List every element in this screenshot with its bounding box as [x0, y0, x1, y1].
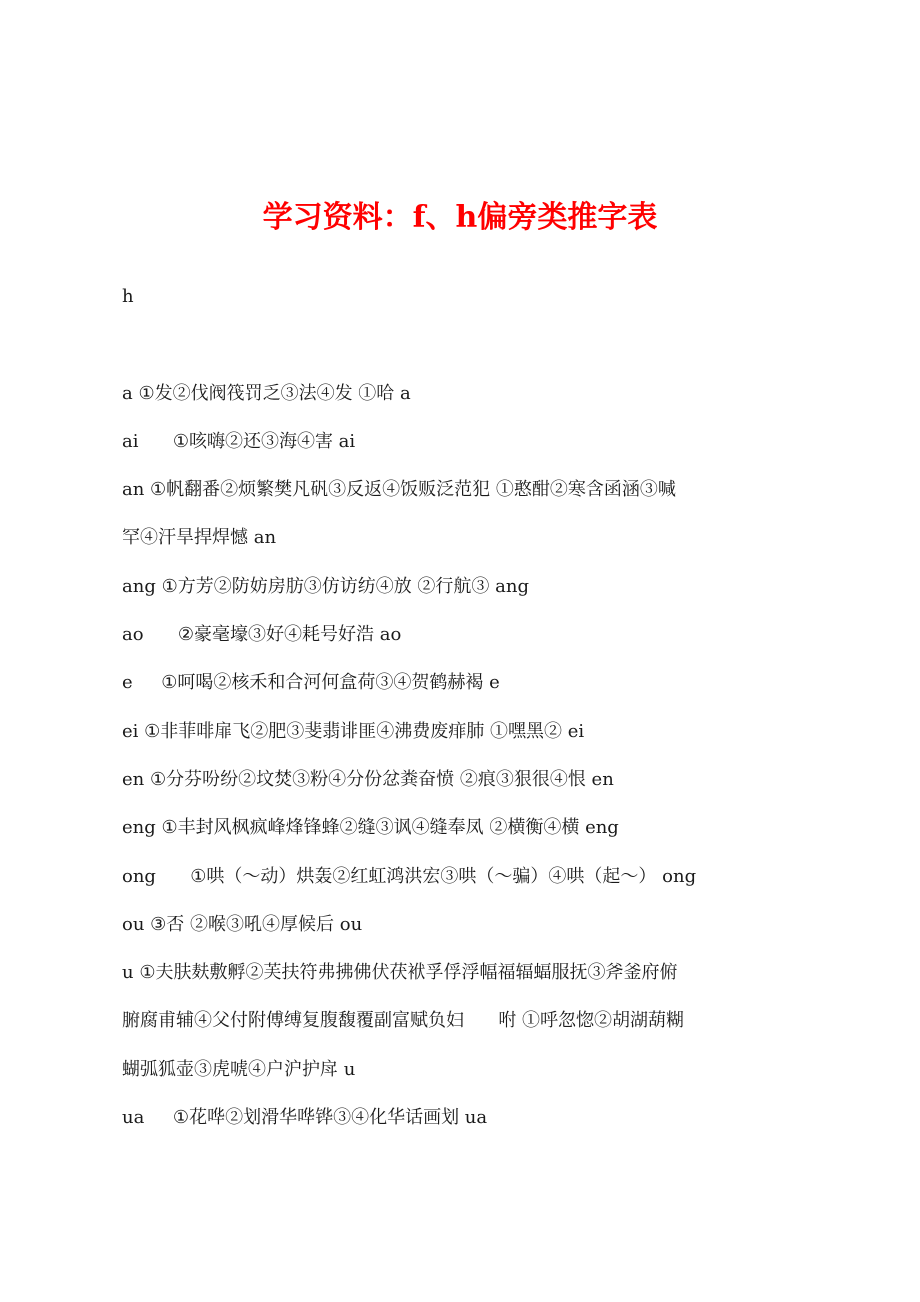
row-ei: ei ①非菲啡扉飞②肥③斐翡诽匪④沸费废痱肺 ①嘿黑② ei — [122, 720, 585, 742]
blank-line — [122, 321, 812, 369]
row-u-continued-2: 蝴弧狐壶③虎唬④户沪护戽 u — [122, 1058, 356, 1080]
row-eng: eng ①丰封风枫疯峰烽锋蜂②缝③讽④缝奉凤 ②横衡④横 eng — [122, 817, 619, 839]
row-ong: ong ①哄（～动）烘轰②红虹鸿洪宏③哄（～骗）④哄（起～） ong — [122, 865, 697, 887]
row-a: a ①发②伐阀筏罚乏③法④发 ①哈 a — [122, 382, 411, 404]
row-an: an ①帆翻番②烦繁樊凡矾③反返④饭贩泛范犯 ①憨酣②寒含函涵③喊 — [122, 479, 676, 501]
row-ou: ou ③否 ②喉③吼④厚候后 ou — [122, 913, 363, 935]
row-ai: ai ①咳嗨②还③海④害 ai — [122, 430, 356, 452]
row-ao: ao ②豪毫壕③好④耗号好浩 ao — [122, 624, 402, 646]
row-ua: ua ①花哗②划滑华哗铧③④化华话画划 ua — [122, 1107, 488, 1129]
row-en: en ①分芬吩纷②坟焚③粉④分份忿粪奋愤 ②痕③狠很④恨 en — [122, 768, 614, 790]
section-heading: h — [122, 286, 134, 307]
row-u: u ①夫肤麸敷孵②芙扶符弗拂佛伏茯袱孚俘浮幅福辐蝠服抚③斧釜府俯 — [122, 962, 678, 984]
document-title: 学习资料：f、h偏旁类推字表 — [262, 200, 658, 235]
document-body — [122, 273, 812, 1142]
row-an-continued: 罕④汗旱捍焊憾 an — [122, 527, 277, 549]
row-e: e ①呵喝②核禾和合河何盒荷③④贺鹤赫褐 e — [122, 672, 500, 694]
row-ang: ang ①方芳②防妨房肪③仿访纺④放 ②行航③ ang — [122, 575, 529, 597]
row-u-continued-1: 腑腐甫辅④父付附傅缚复腹馥覆副富赋负妇 咐 ①呼忽惚②胡湖葫糊 — [122, 1010, 685, 1032]
